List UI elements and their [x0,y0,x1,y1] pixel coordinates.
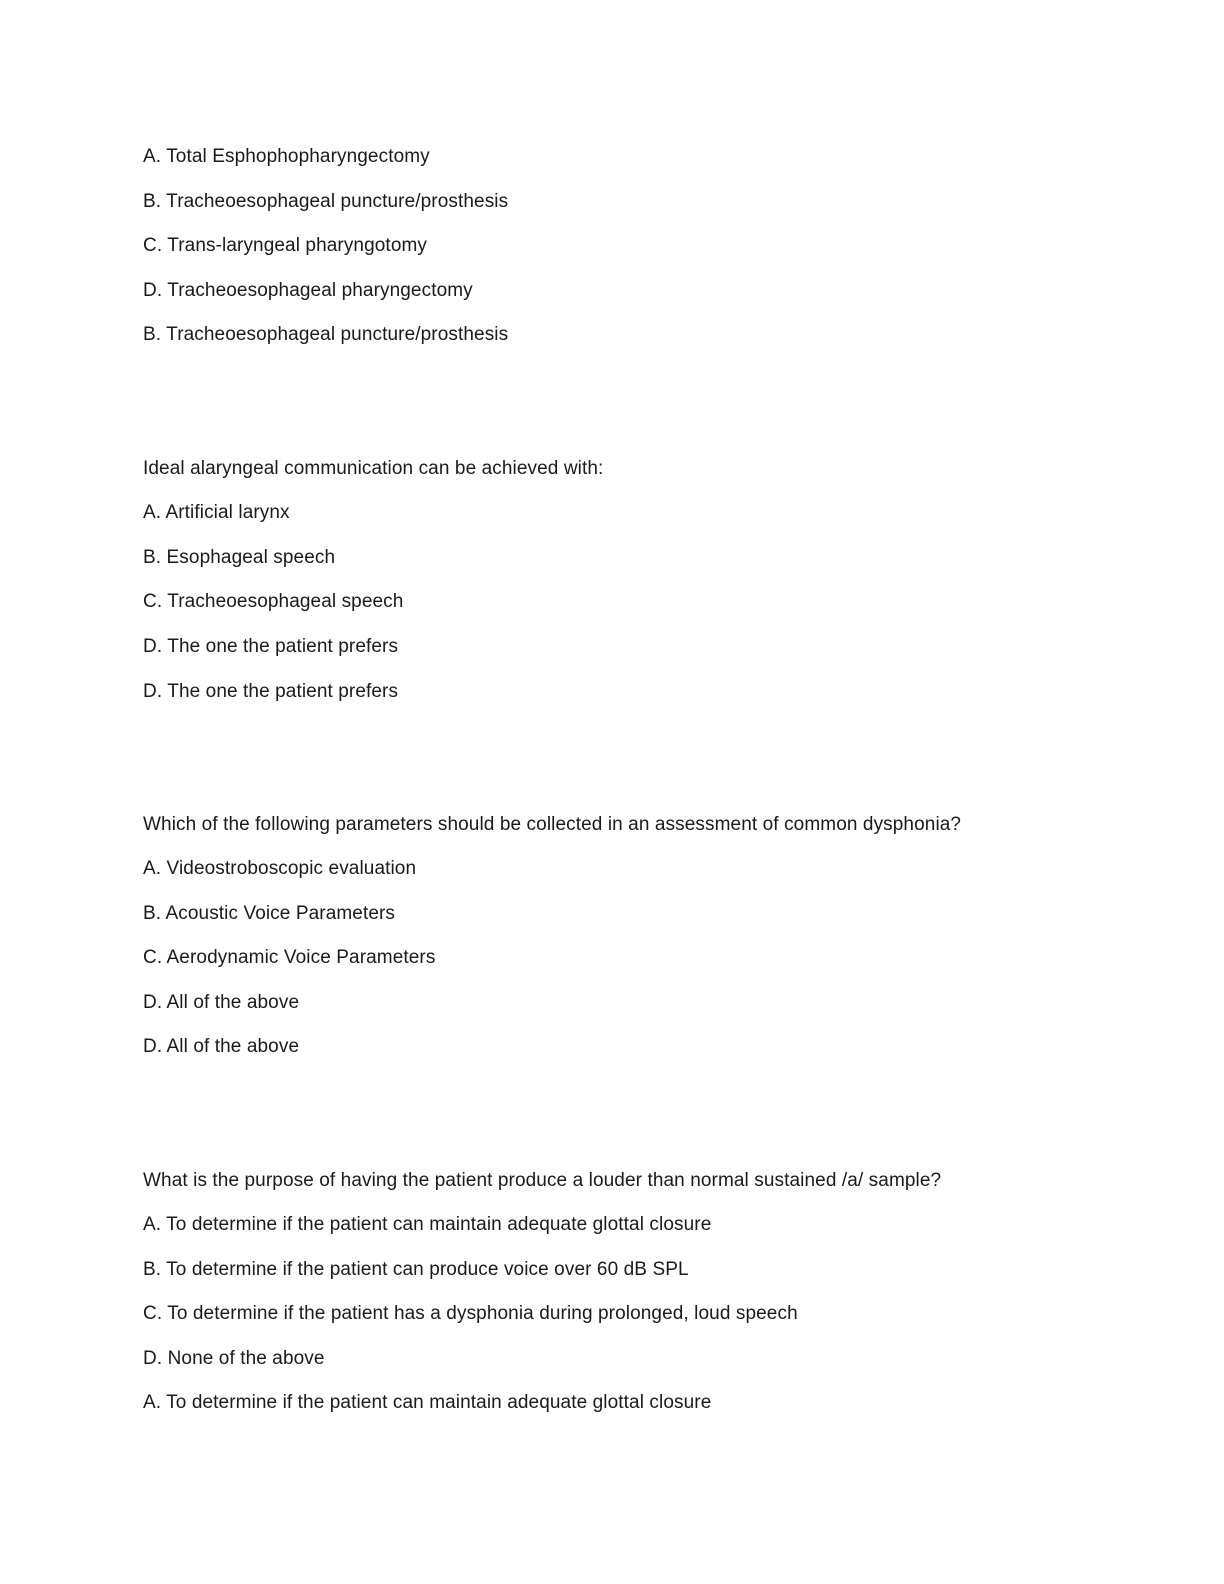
option-a: A. Videostroboscopic evaluation [143,858,417,879]
option-b: B. Tracheoesophageal puncture/prosthesis [143,191,509,212]
option-c: C. Aerodynamic Voice Parameters [143,947,436,968]
question: Which of the following parameters should be collected in an assessment of common dysphonia? [143,814,962,835]
answer: D. The one the patient prefers [143,681,399,702]
option-d: D. All of the above [143,992,300,1013]
question: What is the purpose of having the patient produce a louder than normal sustained /a/ sample? [143,1170,942,1191]
option-a: A. To determine if the patient can maintain adequate glottal closure [143,1214,712,1235]
answer: A. To determine if the patient can maintain adequate glottal closure [143,1392,712,1413]
answer: B. Tracheoesophageal puncture/prosthesis [143,324,509,345]
option-a: A. Artificial larynx [143,502,290,523]
option-c: C. To determine if the patient has a dysphonia during prolonged, loud speech [143,1303,798,1324]
option-d: D. The one the patient prefers [143,636,399,657]
option-b: B. Esophageal speech [143,547,336,568]
question: Ideal alaryngeal communication can be achieved with: [143,458,604,479]
option-c: C. Tracheoesophageal speech [143,591,404,612]
option-b: B. To determine if the patient can produce voice over 60 dB SPL [143,1259,689,1280]
option-b: B. Acoustic Voice Parameters [143,903,396,924]
answer: D. All of the above [143,1036,300,1057]
option-d: D. None of the above [143,1348,325,1369]
option-a: A. Total Esphophopharyngectomy [143,146,430,167]
option-d: D. Tracheoesophageal pharyngectomy [143,280,473,301]
option-c: C. Trans-laryngeal pharyngotomy [143,235,428,256]
